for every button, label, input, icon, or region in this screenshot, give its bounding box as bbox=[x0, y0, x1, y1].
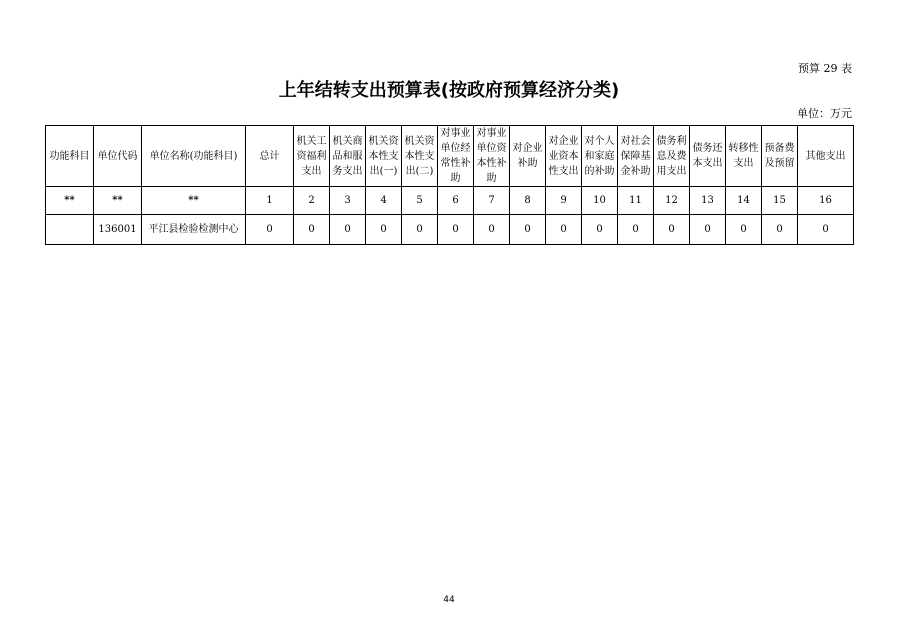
header-cell: 机关资本性支出(二) bbox=[402, 126, 438, 187]
index-cell: 7 bbox=[474, 187, 510, 215]
index-cell: ** bbox=[142, 187, 246, 215]
header-cell: 对企业补助 bbox=[510, 126, 546, 187]
index-cell: ** bbox=[94, 187, 142, 215]
table-cell: 0 bbox=[294, 215, 330, 245]
form-number: 预算 29 表 bbox=[798, 62, 852, 75]
index-cell: 13 bbox=[690, 187, 726, 215]
index-cell: 4 bbox=[366, 187, 402, 215]
header-cell: 总计 bbox=[246, 126, 294, 187]
table-cell: 0 bbox=[618, 215, 654, 245]
header-cell: 对事业单位经常性补助 bbox=[438, 126, 474, 187]
index-cell: 9 bbox=[546, 187, 582, 215]
header-cell: 机关商品和服务支出 bbox=[330, 126, 366, 187]
index-cell: 2 bbox=[294, 187, 330, 215]
table-cell: 0 bbox=[438, 215, 474, 245]
header-cell: 对社会保障基金补助 bbox=[618, 126, 654, 187]
header-cell: 转移性支出 bbox=[726, 126, 762, 187]
index-cell: 5 bbox=[402, 187, 438, 215]
index-cell: 16 bbox=[798, 187, 854, 215]
index-cell: 3 bbox=[330, 187, 366, 215]
table-cell: 0 bbox=[798, 215, 854, 245]
table-cell: 0 bbox=[510, 215, 546, 245]
table-cell: 0 bbox=[726, 215, 762, 245]
header-cell: 单位代码 bbox=[94, 126, 142, 187]
index-cell: 8 bbox=[510, 187, 546, 215]
cell-function-subject bbox=[46, 215, 94, 245]
header-cell: 债务还本支出 bbox=[690, 126, 726, 187]
table-cell: 0 bbox=[402, 215, 438, 245]
index-row bbox=[46, 187, 854, 215]
table-cell: 0 bbox=[366, 215, 402, 245]
header-cell: 对个人和家庭的补助 bbox=[582, 126, 618, 187]
table-cell: 0 bbox=[654, 215, 690, 245]
index-cell: 15 bbox=[762, 187, 798, 215]
header-row bbox=[46, 126, 854, 187]
header-cell: 对事业单位资本性补助 bbox=[474, 126, 510, 187]
header-cell: 机关资本性支出(一) bbox=[366, 126, 402, 187]
header-cell: 其他支出 bbox=[798, 126, 854, 187]
header-cell: 机关工资福利支出 bbox=[294, 126, 330, 187]
header-cell: 债务利息及费用支出 bbox=[654, 126, 690, 187]
page-number: 44 bbox=[443, 595, 455, 605]
cell-total: 0 bbox=[246, 215, 294, 245]
cell-unit-code: 136001 bbox=[94, 215, 142, 245]
header-cell: 功能科目 bbox=[46, 126, 94, 187]
table-cell: 0 bbox=[582, 215, 618, 245]
table-cell: 0 bbox=[690, 215, 726, 245]
header-cell: 预备费及预留 bbox=[762, 126, 798, 187]
index-cell: 1 bbox=[246, 187, 294, 215]
index-cell: 10 bbox=[582, 187, 618, 215]
table-cell: 0 bbox=[330, 215, 366, 245]
budget-table bbox=[45, 125, 854, 245]
index-cell: 12 bbox=[654, 187, 690, 215]
table-cell: 0 bbox=[546, 215, 582, 245]
table-cell: 0 bbox=[762, 215, 798, 245]
index-cell: 14 bbox=[726, 187, 762, 215]
header-cell: 对企业业资本性支出 bbox=[546, 126, 582, 187]
cell-unit-name: 平江县检验检测中心 bbox=[142, 215, 246, 245]
page-title: 上年结转支出预算表(按政府预算经济分类) bbox=[278, 80, 620, 101]
index-cell: 11 bbox=[618, 187, 654, 215]
table-cell: 0 bbox=[474, 215, 510, 245]
table-row bbox=[46, 215, 854, 245]
header-cell: 单位名称(功能科目) bbox=[142, 126, 246, 187]
unit-label: 单位：万元 bbox=[797, 107, 852, 120]
index-cell: ** bbox=[46, 187, 94, 215]
index-cell: 6 bbox=[438, 187, 474, 215]
